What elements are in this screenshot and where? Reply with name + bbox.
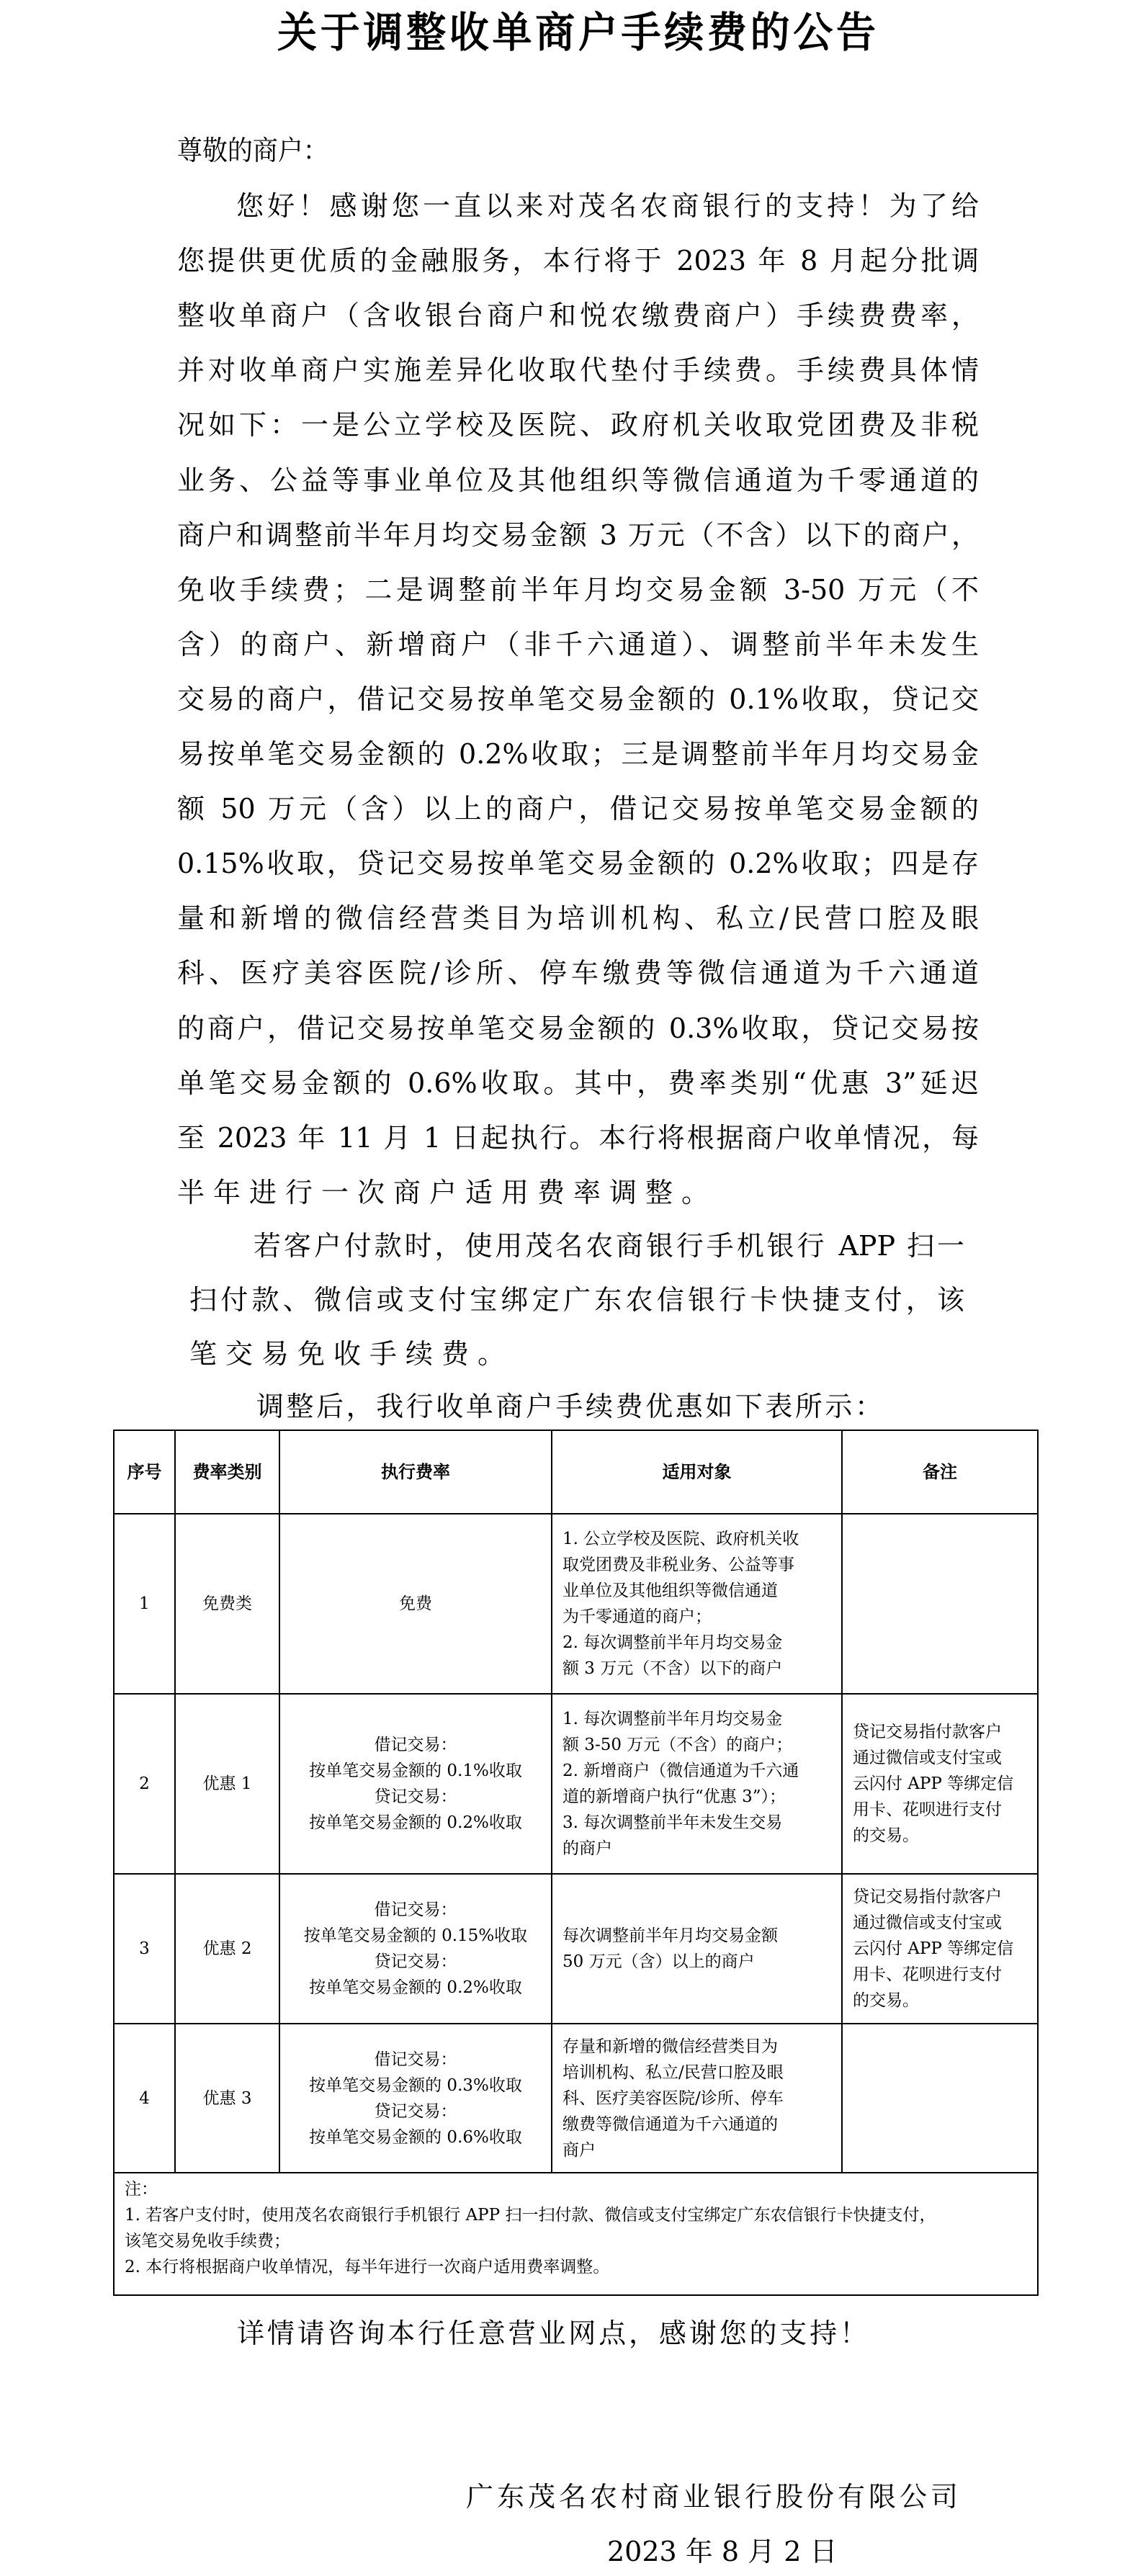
cell-remark-line: 贷记交易指付款客户 bbox=[853, 1888, 1002, 1906]
cell-rate-line: 免费 bbox=[399, 1594, 432, 1613]
cell-no: 1 bbox=[114, 1514, 175, 1694]
cell-target-line: 1. 公立学校及医院、政府机关收 bbox=[562, 1530, 799, 1548]
cell-rate bbox=[279, 1694, 552, 1874]
cell-remark-line: 通过微信或支付宝或 bbox=[853, 1749, 1002, 1767]
cell-remark-line: 云闪付 APP 等绑定信 bbox=[853, 1774, 1014, 1793]
paragraph-line: 您提供更优质的金融服务，本行将于 2023 年 8 月起分批调 bbox=[177, 245, 979, 277]
closing-line: 详情请咨询本行任意营业网点，感谢您的支持！ bbox=[237, 2317, 867, 2349]
cell-target-line: 每次调整前半年月均交易金额 bbox=[562, 1926, 778, 1945]
signature-company: 广东茂名农村商业银行股份有限公司 bbox=[466, 2481, 958, 2513]
cell-rate-line: 按单笔交易金额的 0.3%收取 bbox=[309, 2075, 522, 2095]
cell-target bbox=[552, 2024, 842, 2173]
table-row bbox=[114, 1514, 1038, 1694]
cell-no: 3 bbox=[114, 1874, 175, 2024]
note-line: 1. 若客户支付时，使用茂名农商银行手机银行 APP 扫一扫付款、微信或支付宝绑定广东农信银行卡快捷支付， bbox=[125, 2206, 936, 2225]
cell-remark-line: 通过微信或支付宝或 bbox=[853, 1913, 1002, 1932]
cell-target-line: 业单位及其他组织等微信通道 bbox=[562, 1581, 778, 1600]
cell-remark-line: 的交易。 bbox=[853, 1826, 919, 1845]
paragraph-line: 商户和调整前半年月均交易金额 3 万元（不含）以下的商户， bbox=[177, 519, 979, 551]
greeting: 尊敬的商户： bbox=[177, 135, 328, 166]
paragraph-line: 易按单笔交易金额的 0.2%收取；三是调整前半年月均交易金 bbox=[177, 738, 979, 770]
cell-remark bbox=[842, 1694, 1038, 1874]
paragraph-line: 单笔交易金额的 0.6%收取。其中，费率类别“优惠 3”延迟 bbox=[177, 1067, 979, 1099]
note-line: 该笔交易免收手续费； bbox=[125, 2232, 290, 2250]
paragraph-line: 并对收单商户实施差异化收取代垫付手续费。手续费具体情 bbox=[177, 354, 979, 387]
table-header-row bbox=[114, 1430, 1038, 1514]
table-row bbox=[114, 1874, 1038, 2024]
cell-no: 4 bbox=[114, 2024, 175, 2173]
cell-target-line: 缴费等微信通道为千六通道的 bbox=[562, 2114, 778, 2134]
fee-table bbox=[113, 1430, 1039, 2296]
cell-target bbox=[552, 1874, 842, 2024]
cell-rate bbox=[279, 1514, 552, 1694]
cell-target-line: 科、医疗美容医院/诊所、停车 bbox=[562, 2088, 784, 2108]
cell-rate-line: 借记交易： bbox=[374, 1736, 457, 1754]
paragraph-line: 况如下：一是公立学校及医院、政府机关收取党团费及非税 bbox=[177, 409, 979, 441]
paragraph-line: 业务、公益等事业单位及其他组织等微信通道为千零通道的 bbox=[177, 464, 979, 496]
cell-rate bbox=[279, 2024, 552, 2173]
table-row bbox=[114, 1694, 1038, 1874]
paragraph-line: 含）的商户、新增商户（非千六通道）、调整前半年未发生 bbox=[177, 628, 979, 660]
cell-rate-line: 按单笔交易金额的 0.6%收取 bbox=[309, 2127, 522, 2147]
cell-target-line: 3. 每次调整前半年未发生交易 bbox=[562, 1813, 783, 1832]
header-target: 适用对象 bbox=[552, 1430, 842, 1514]
cell-remark bbox=[842, 1514, 1038, 1694]
paragraph-line: 半年进行一次商户适用费率调整。 bbox=[177, 1176, 718, 1208]
cell-rate-line: 按单笔交易金额的 0.2%收取 bbox=[309, 1978, 522, 1997]
notes-row bbox=[114, 2173, 1038, 2295]
table-notes bbox=[114, 2173, 1038, 2295]
cell-remark bbox=[842, 2024, 1038, 2173]
cell-target-line: 商户 bbox=[562, 2140, 596, 2160]
header-rate: 执行费率 bbox=[279, 1430, 552, 1514]
cell-rate-line: 按单笔交易金额的 0.2%收取 bbox=[309, 1813, 522, 1832]
cell-remark-line: 用卡、花呗进行支付 bbox=[853, 1800, 1002, 1819]
paragraph-line: 额 50 万元（含）以上的商户，借记交易按单笔交易金额的 bbox=[177, 793, 979, 825]
cell-target-line: 的商户 bbox=[562, 1839, 612, 1858]
cell-remark-line: 的交易。 bbox=[853, 1991, 919, 2010]
cell-category: 免费类 bbox=[175, 1514, 279, 1694]
notes-label: 注： bbox=[125, 2180, 158, 2199]
cell-target-line: 2. 新增商户（微信通道为千六通 bbox=[562, 1762, 799, 1780]
header-category: 费率类别 bbox=[175, 1430, 279, 1514]
paragraph-line: 交易的商户，借记交易按单笔交易金额的 0.1%收取，贷记交 bbox=[177, 683, 979, 715]
cell-target-line: 取党团费及非税业务、公益等事 bbox=[562, 1556, 794, 1574]
header-remark: 备注 bbox=[842, 1430, 1038, 1514]
cell-remark-line: 贷记交易指付款客户 bbox=[853, 1723, 1002, 1741]
paragraph-line: 的商户，借记交易按单笔交易金额的 0.3%收取，贷记交易按 bbox=[177, 1012, 979, 1044]
signature-date: 2023 年 8 月 2 日 bbox=[607, 2536, 838, 2567]
cell-category: 优惠 1 bbox=[175, 1694, 279, 1874]
cell-rate-line: 贷记交易： bbox=[374, 1787, 457, 1806]
cell-remark-line: 用卡、花呗进行支付 bbox=[853, 1965, 1002, 1984]
cell-rate-line: 按单笔交易金额的 0.1%收取 bbox=[309, 1762, 522, 1780]
paragraph-line: 扫付款、微信或支付宝绑定广东农信银行卡快捷支付，该 bbox=[189, 1284, 964, 1316]
cell-target bbox=[552, 1514, 842, 1694]
paragraph-line: 若客户付款时，使用茂名农商银行手机银行 APP 扫一 bbox=[254, 1230, 964, 1262]
cell-no: 2 bbox=[114, 1694, 175, 1874]
cell-rate-line: 按单笔交易金额的 0.15%收取 bbox=[303, 1926, 528, 1945]
cell-target-line: 道的新增商户执行“优惠 3”）； bbox=[562, 1787, 786, 1806]
note-line: 2. 本行将根据商户收单情况，每半年进行一次商户适用费率调整。 bbox=[125, 2258, 610, 2276]
cell-target-line: 额 3-50 万元（不含）的商户； bbox=[562, 1736, 793, 1754]
paragraph-line: 科、医疗美容医院/诊所、停车缴费等微信通道为千六通道 bbox=[177, 957, 979, 989]
paragraph-line: 至 2023 年 11 月 1 日起执行。本行将根据商户收单情况，每 bbox=[177, 1121, 979, 1154]
cell-rate bbox=[279, 1874, 552, 2024]
cell-target-line: 存量和新增的微信经营类目为 bbox=[562, 2037, 778, 2056]
cell-target-line: 2. 每次调整前半年月均交易金 bbox=[562, 1633, 783, 1652]
cell-rate-line: 借记交易： bbox=[374, 2050, 457, 2069]
paragraph-line: 笔交易免收手续费。 bbox=[189, 1338, 514, 1370]
paragraph-line: 免收手续费；二是调整前半年月均交易金额 3-50 万元（不 bbox=[177, 573, 979, 606]
paragraph-line: 量和新增的微信经营类目为培训机构、私立/民营口腔及眼 bbox=[177, 902, 979, 935]
cell-rate-line: 贷记交易： bbox=[374, 2101, 457, 2121]
table-row bbox=[114, 2024, 1038, 2173]
cell-remark bbox=[842, 1874, 1038, 2024]
cell-target-line: 培训机构、私立/民营口腔及眼 bbox=[562, 2063, 784, 2082]
header-no: 序号 bbox=[114, 1430, 175, 1514]
cell-rate-line: 借记交易： bbox=[374, 1900, 457, 1919]
cell-category: 优惠 2 bbox=[175, 1874, 279, 2024]
paragraph-line: 您好！感谢您一直以来对茂名农商银行的支持！为了给 bbox=[236, 190, 979, 222]
cell-target-line: 额 3 万元（不含）以下的商户 bbox=[562, 1659, 783, 1678]
page-title: 关于调整收单商户手续费的公告 bbox=[277, 7, 876, 57]
cell-target-line: 1. 每次调整前半年月均交易金 bbox=[562, 1710, 783, 1728]
cell-target bbox=[552, 1694, 842, 1874]
cell-remark-line: 云闪付 APP 等绑定信 bbox=[853, 1939, 1014, 1958]
paragraph-line: 整收单商户（含收银台商户和悦农缴费商户）手续费费率， bbox=[177, 300, 979, 332]
cell-category: 优惠 3 bbox=[175, 2024, 279, 2173]
table-intro: 调整后，我行收单商户手续费优惠如下表所示： bbox=[256, 1391, 882, 1422]
cell-target-line: 为千零通道的商户； bbox=[562, 1607, 712, 1626]
paragraph-line: 0.15%收取，贷记交易按单笔交易金额的 0.2%收取；四是存 bbox=[177, 848, 979, 880]
cell-rate-line: 贷记交易： bbox=[374, 1952, 457, 1971]
cell-target-line: 50 万元（含）以上的商户 bbox=[562, 1952, 755, 1971]
